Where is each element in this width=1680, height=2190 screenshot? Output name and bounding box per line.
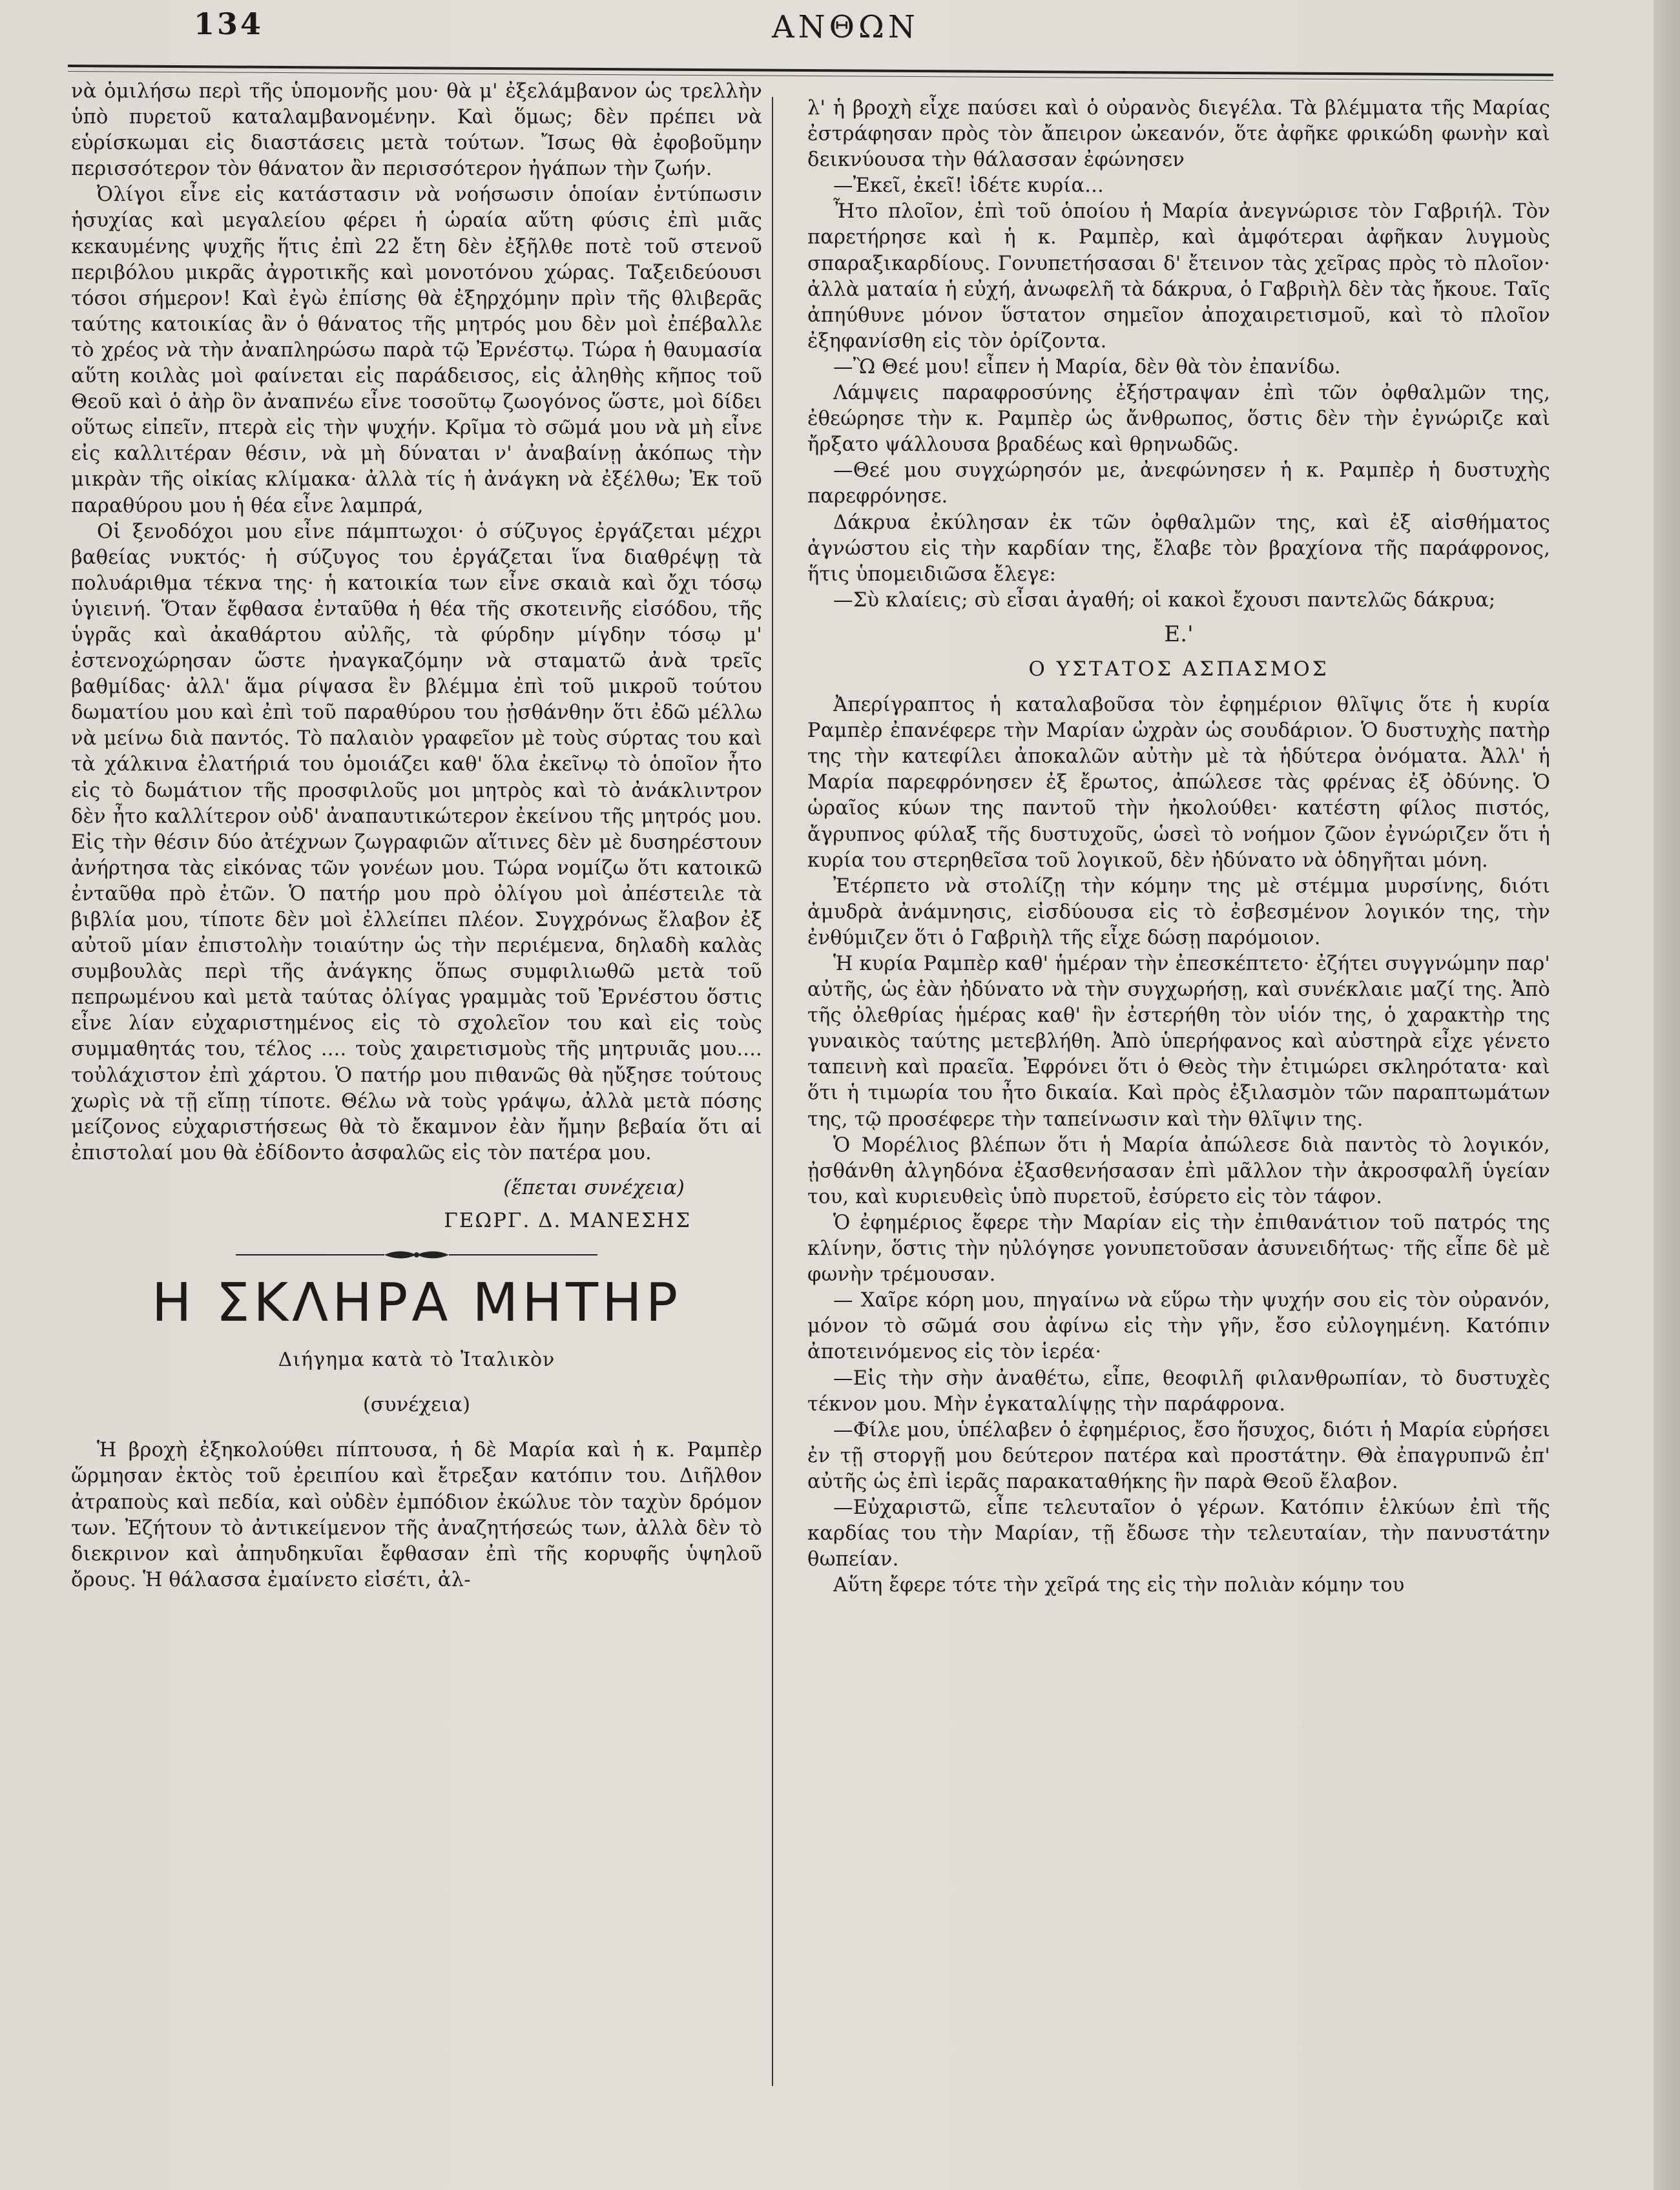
right-column xyxy=(807,96,1550,1598)
paragraph: Ἐτέρπετο νὰ στολίζῃ τὴν κόμην της μὲ στέμμα μυρσίνης, διότι ἀμυδρὰ ἀνάμνησις, εἰσδύουσα εἰς τὸ ἐσβεσμένον λογικόν της, τὴν ἐνθύμιζεν ὅτι ὁ Γαβριὴλ τῆς εἶχε δώσῃ παρόμοιον. xyxy=(807,874,1550,949)
story-title: Η ΣΚΛΗΡΑ ΜΗΤΗΡ xyxy=(151,1272,682,1334)
paragraph: —Φίλε μου, ὑπέλαβεν ὁ ἐφημέριος, ἔσο ἥσυχος, διότι ἡ Μαρία εὑρήσει ἐν τῇ στοργῇ μου δεύτερον πατέρα καὶ προστάτην. Θὰ ἐπαγρυπνῶ ἐπ' αὐτῆς ὡς ἐπὶ ἱερᾶς παρακαταθήκης ἣν παρὰ Θεοῦ ἔλαβον. xyxy=(807,1418,1550,1493)
header-rule xyxy=(68,65,1553,76)
left-column xyxy=(71,79,762,1593)
paragraph: Λάμψεις παραφροσύνης ἐξήστραψαν ἐπὶ τῶν ὀφθαλμῶν της, ἐθεώρησε τὴν κ. Ραμπὲρ ὡς ἄνθρωπος, ὅστις δὲν τὴν ἐγνώριζε καὶ ἤρξατο ψάλλουσα βραδέως καὶ θρηνωδῶς. xyxy=(807,382,1550,457)
paragraph: νὰ ὁμιλήσω περὶ τῆς ὑπομονῆς μου· θὰ μ' ἐξελάμβανον ὡς τρελλὴν ὑπὸ πυρετοῦ καταλαμβανομένην. Καὶ ὅμως; δὲν πρέπει νὰ εὑρίσκωμαι εἰς διαστάσεις μετὰ τούτων. Ἴσως θὰ ἐφοβοῦμην περισσότερον τὸν θάνατον ἂν περισσότερον ἠγάπων τὴν ζωήν. xyxy=(71,80,762,181)
paragraph: Ὀλίγοι εἶνε εἰς κατάστασιν νὰ νοήσωσιν ὁποίαν ἐντύπωσιν ἡσυχίας καὶ μεγαλείου φέρει ἡ ὡραία αὕτη φύσις ἐπὶ μιᾶς κεκαυμένης ψυχῆς ἥτις ἐπὶ 22 ἔτη δὲν ἐξῆλθε ποτὲ τοῦ στενοῦ περιβόλου μικρᾶς ἀγροτικῆς καὶ μονοτόνου χώρας. Ταξειδεύουσι τόσοι σήμερον! Καὶ ἐγὼ ἐπίσης θὰ ἐξηρχόμην πρὶν τῆς θλιβερᾶς ταύτης κατοικίας ἂν ὁ θάνατος τῆς μητρός μου δὲν μοὶ ἐπέβαλλε τὸ χρέος νὰ τὴν ἀναπληρώσω παρὰ τῷ Ἐρνέστῳ. Τώρα ἡ θαυμασία αὕτη κοιλὰς μοὶ φαίνεται εἰς παράδεισος, εἰς ἀληθὴς κῆπος τοῦ Θεοῦ καὶ ὁ ἀὴρ ὃν ἀναπνέω εἶνε τοσοῦτῳ ζωογόνος ὥστε, μοὶ δίδει οὕτως εἰπεῖν, πτερὰ εἰς τὴν ψυχήν. Κρῖμα τὸ σῶμά μου νὰ μὴ εἶνε εἰς καλλιτέραν θέσιν, νὰ μὴ δύναται ν' ἀναβαίνῃ ἀκόπως τὴν μικρὰν τῆς οἰκίας κλίμακα· ἀλλὰ τίς ἡ ἀνάγκη νὰ ἐξέλθω; Ἐκ τοῦ παραθύρου μου ἡ θέα εἶνε λαμπρά, xyxy=(71,183,762,517)
paragraph: — Χαῖρε κόρη μου, πηγαίνω νὰ εὕρω τὴν ψυχήν σου εἰς τὸν οὐρανόν, μόνον τὸ σῶμά σου ἀφίνω εἰς τὴν γῆν, ἔσο εὐλογημένη. Κατόπιν ἀποτεινόμενος εἰς τὸν ἱερέα· xyxy=(807,1289,1550,1364)
ornament-divider-icon xyxy=(236,1248,597,1262)
paragraph: λ' ἡ βροχὴ εἶχε παύσει καὶ ὁ οὐρανὸς διεγέλα. Τὰ βλέμματα τῆς Μαρίας ἐστράφησαν πρὸς τὸν ἄπειρον ὠκεανόν, ὅτε ἀφῆκε φρικώδη φωνὴν καὶ δεικνύουσα τὴν θάλασσαν ἐφώνησεν xyxy=(807,97,1550,172)
adjacent-page-edge xyxy=(1654,0,1680,2190)
column-divider xyxy=(772,97,773,2086)
author-signature: ΓΕΩΡΓ. Δ. ΜΑΝΕΣΗΣ xyxy=(444,1209,691,1233)
paragraph: Αὕτη ἔφερε τότε τὴν χεῖρά της εἰς τὴν πολιὰν κόμην του xyxy=(833,1574,1405,1597)
paragraph: Ἦτο πλοῖον, ἐπὶ τοῦ ὁποίου ἡ Μαρία ἀνεγνώρισε τὸν Γαβριήλ. Τὸν παρετήρησε καὶ ἡ κ. Ραμπὲρ, καὶ ἀμφότεραι ἀφῆκαν λυγμοὺς σπαραξικαρδίους. Γονυπετήσασαι δ' ἔτεινον τὰς χεῖρας πρὸς τὸ πλοῖον· ἀλλὰ ματαία ἡ εὐχή, ἀνωφελῆ τὰ δάκρυα, ὁ Γαβριὴλ δὲν τὰς ἤκουε. Ταῖς ἀπηύθυνε μόνον ὕστατον σημεῖον ἀποχαιρετισμοῦ, καὶ τὸ πλοῖον ἐξηφανίσθη εἰς τὸν ὁρίζοντα. xyxy=(807,200,1550,353)
paragraph: —Θεέ μου συγχώρησόν με, ἀνεφώνησεν ἡ κ. Ραμπὲρ ἡ δυστυχὴς παρεφρόνησε. xyxy=(807,459,1550,508)
running-title: ΑΝΘΩΝ xyxy=(772,9,919,45)
paragraph: —Ἐκεῖ, ἐκεῖ! ἰδέτε κυρία... xyxy=(833,174,1104,198)
page-header xyxy=(0,0,1680,84)
story-continuation-label: (συνέχεια) xyxy=(362,1394,471,1417)
paragraph: Ἀπερίγραπτος ἡ καταλαβοῦσα τὸν ἐφημέριον θλῖψις ὅτε ἡ κυρία Ραμπὲρ ἐπανέφερε τὴν Μαρίαν ὠχρὰν ὡς σουδάριον. Ὁ δυστυχὴς πατὴρ της τὴν κατεφίλει ἀποκαλῶν αὐτὴν μὲ τὰ ἡδύτερα ὀνόματα. Ἀλλ' ἡ Μαρία παρεφρόνησεν ἐξ ἔρωτος, ἀπώλεσε τὰς φρένας ἐξ ὀδύνης. Ὁ ὡραῖος κύων της παντοῦ τὴν ἠκολούθει· κατέστη φίλος πιστός, ἄγρυπνος φύλαξ τῆς δυστυχοῦς, ὡσεὶ τὸ νοήμον ζῶον ἐγνώριζεν ὅτι ἡ κυρία του στερηθεῖσα τοῦ λογικοῦ, δὲν ἠδύνατο νὰ ὁδηγῆται μόνη. xyxy=(807,694,1550,872)
chapter-title: Ο ΥΣΤΑΤΟΣ ΑΣΠΑΣΜΟΣ xyxy=(1028,657,1329,681)
paragraph: —Σὺ κλαίεις; σὺ εἶσαι ἀγαθή; οἱ κακοὶ ἔχουσι παντελῶς δάκρυα; xyxy=(833,588,1496,612)
paragraph: —Ὢ Θεέ μου! εἶπεν ἡ Μαρία, δὲν θὰ τὸν ἐπανίδω. xyxy=(833,355,1341,378)
paragraph: Ἡ κυρία Ραμπὲρ καθ' ἡμέραν τὴν ἐπεσκέπτετο· ἐζήτει συγγνώμην παρ' αὐτῆς, ὡς ἐὰν ἠδύνατο νὰ τὴν συγχωρήσῃ, καὶ συνέκλαιε μαζί της. Ἀπὸ τῆς ὀλεθρίας ἡμέρας καθ' ἣν ἐστερήθη τὸν υἱόν της, ὁ χαρακτὴρ της γυναικὸς ταύτης μετεβλήθη. Ἀπὸ ὑπερήφανος καὶ αὐστηρὰ εἶχε γένετο ταπεινὴ καὶ πραεῖα. Ἐφρόνει ὅτι ὁ Θεὸς τὴν ἐτιμώρει σκληρότατα· καὶ ὅτι ἡ τιμωρία του ἦτο δικαία. Καὶ πρὸς ἐξιλασμὸν τῶν παραπτωμάτων της, τῷ προσέφερε τὴν ταπείνωσιν καὶ τὴν θλῖψιν της. xyxy=(807,953,1550,1131)
paragraph: —Εἰς τὴν σὴν ἀναθέτω, εἶπε, θεοφιλῆ φιλανθρωπίαν, τὸ δυστυχὲς τέκνον μου. Μὴν ἐγκαταλίψῃς τὴν παράφρονα. xyxy=(807,1367,1550,1416)
paragraph: Οἱ ξενοδόχοι μου εἶνε πάμπτωχοι· ὁ σύζυγος ἐργάζεται μέχρι βαθείας νυκτός· ἡ σύζυγος του ἐργάζεται ἵνα διαθρέψῃ τὰ πολυάριθμα τέκνα της· ἡ κατοικία των εἶνε σκαιὰ καὶ ὄχι τόσῳ ὑγιεινή. Ὅταν ἔφθασα ἐνταῦθα ἡ θέα τῆς σκοτεινῆς εἰσόδου, τῆς ὑγρᾶς καὶ ἀκαθάρτου αὐλῆς, τὰ φύρδην μίγδην τόσῳ μ' ἐστενοχώρησαν ὥστε ἠναγκαζόμην νὰ σταματῶ ἀνὰ τρεῖς βαθμίδας· ἀλλ' ἅμα ρίψασα ἓν βλέμμα ἐπὶ τοῦ μικροῦ τούτου δωματίου μου καὶ ἐπὶ τοῦ παραθύρου του ᾐσθάνθην ὅτι ἐδῶ μέλλω νὰ μείνω διὰ παντός. Τὸ παλαιὸν γραφεῖον μὲ τοὺς σύρτας του καὶ τὰ χάλκινα ἐλατήριά του ὁμοιάζει καθ' ὅλα ἐκεῖνῳ τὸ ὁποῖον ἦτο εἰς τὸ δωμάτιον τῆς προσφιλοῦς μοι μητρὸς καὶ τὸ ἀνάκλιντρον δὲν ἦτο καλλίτερον οὐδ' ἀναπαυτικώτερον ἐκείνου τῆς μητρός μου. Εἰς τὴν θέσιν δύο ἀτέχνων ζωγραφιῶν αἵτινες δὲν μὲ δυσηρέστουν ἀνήρτησα τὰς εἰκόνας τῶν γονέων μου. Τώρα νομίζω ὅτι κατοικῶ ἐνταῦθα πρὸ ἐτῶν. Ὁ πατήρ μου πρὸ ὀλίγου μοὶ ἀπέστειλε τὰ βιβλία μου, τίποτε δὲν μοὶ ἐλλείπει πλέον. Συγχρόνως ἔλαβον ἐξ αὐτοῦ μίαν ἐπιστολὴν τοιαύτην ὡς τὴν περιέμενα, δηλαδὴ καλὰς συμβουλὰς περὶ τῆς ἀνάγκης ὅπως συμφιλιωθῶ μετὰ τοῦ πεπρωμένου καὶ μετὰ ταύτας ὀλίγας γραμμὰς τοῦ Ἐρνέστου ὅστις εἶνε λίαν εὐχαριστημένος εἰς τὸ σχολεῖον του καὶ εἰς τοὺς συμμαθητάς του, τέλος .... τοὺς χαιρετισμοὺς τῆς μητρυιᾶς μου.... τοὐλάχιστον ἐπὶ χάρτου. Ὁ πατήρ μου πιθανῶς θὰ ηὔξησε τούτους χωρὶς νὰ τῇ εἴπῃ τίποτε. Θέλω νὰ τοὺς γράψω, ἀλλὰ μετὰ πόσης μείζονος εὐχαριστήσεως θὰ τὸ ἔκαμνον ἐὰν ἤμην βεβαία ὅτι αἱ ἐπιστολαί μου θὰ ἐδίδοντο ἀσφαλῶς εἰς τὸν πατέρα μου. xyxy=(71,520,762,1164)
paragraph: —Εὐχαριστῶ, εἶπε τελευταῖον ὁ γέρων. Κατόπιν ἑλκύων ἐπὶ τῆς καρδίας του τὴν Μαρίαν, τῇ ἔδωσε τὴν τελευταίαν, τὴν πανυστάτην θωπείαν. xyxy=(807,1496,1550,1571)
to-be-continued-note: (ἕπεται συνέχεια) xyxy=(503,1176,685,1199)
paragraph: Δάκρυα ἐκύλησαν ἐκ τῶν ὀφθαλμῶν της, καὶ ἐξ αἰσθήματος ἀγνώστου εἰς τὴν καρδίαν της, ἔλαβε τὸν βραχίονα τῆς παράφρονος, ἥτις ὑπομειδιῶσα ἔλεγε: xyxy=(807,511,1550,586)
paragraph: Ὁ Μορέλιος βλέπων ὅτι ἡ Μαρία ἀπώλεσε διὰ παντὸς τὸ λογικόν, ᾐσθάνθη ἀλγηδόνα ἐξασθενήσασαν ἐπὶ μᾶλλον τὴν ἀκροσφαλῆ ὑγείαν του, καὶ κυριευθεὶς ὑπὸ πυρετοῦ, ἐσύρετο εἰς τὸν τάφον. xyxy=(807,1133,1550,1208)
chapter-number: Ε.' xyxy=(1164,621,1194,647)
paragraph: Ἡ βροχὴ ἐξηκολούθει πίπτουσα, ἡ δὲ Μαρία καὶ ἡ κ. Ραμπὲρ ὥρμησαν ἐκτὸς τοῦ ἐρειπίου καὶ ἔτρεξαν κατόπιν του. Διῆλθον ἀτραποὺς καὶ πεδία, καὶ οὐδὲν ἐμπόδιον ἐκώλυε τὸν ταχὺν δρόμον των. Ἐζήτουν τὸ ἀντικείμενον τῆς ἀναζητήσεώς των, ἀλλὰ δὲν τὸ διεκρινον καὶ ἀπηυδηκυῖαι ἔφθασαν ἐπὶ τῆς κορυφῆς ὑψηλοῦ ὄρους. Ἡ θάλασσα ἐμαίνετο εἰσέτι, ἀλ- xyxy=(71,1439,762,1591)
page-number: 134 xyxy=(194,6,264,41)
paragraph: Ὁ ἐφημέριος ἔφερε τὴν Μαρίαν εἰς τὴν ἐπιθανάτιον τοῦ πατρός της κλίνην, ὅστις τὴν ηὐλόγησε γονυπετοῦσαν ἀσυνειδήτως· τῆς εἶπε δὲ μὲ φωνὴν τρέμουσαν. xyxy=(807,1211,1550,1286)
story-subtitle: Διήγημα κατὰ τὸ Ἰταλικὸν xyxy=(278,1348,555,1372)
